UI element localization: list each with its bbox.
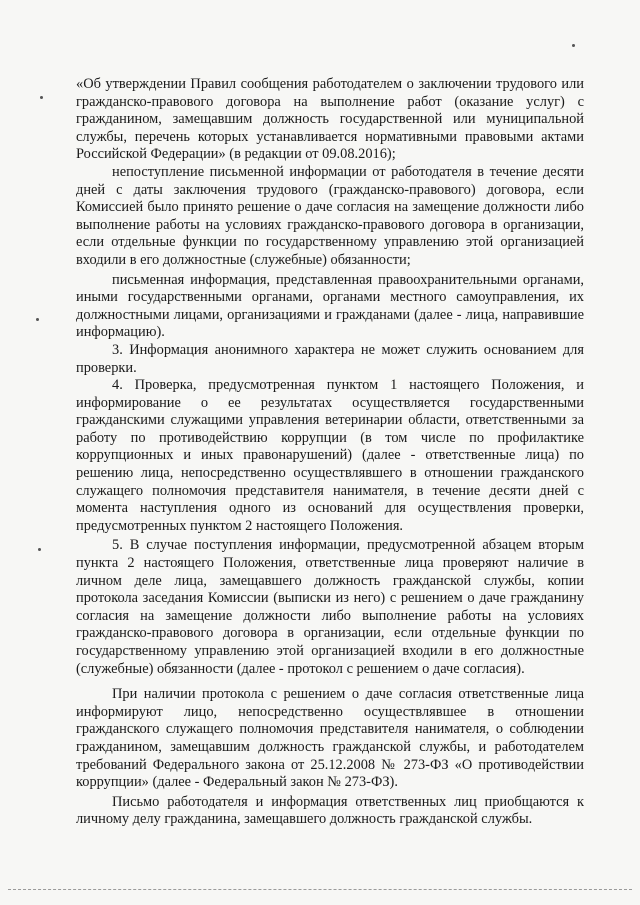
paragraph-written-info: письменная информация, представленная правоохранительными органами, иными государственными органами, органами местного самоуправления, их должностными лицами, организациями и гражданами (далее - лица, направившие информацию). <box>76 271 584 341</box>
paragraph-item-3: 3. Информация анонимного характера не может служить основанием для проверки. <box>76 341 584 376</box>
paragraph-decree-title: «Об утверждении Правил сообщения работодателем о заключении трудового или гражданско-правового договора на выполнение работ (оказание услуг) с гражданином, замещавшим должность государственной или муниципальной службы, перечень которых устанавливается нормативными правовыми актами Российской Федерации» (в редакции от 09.08.2016); <box>76 76 584 163</box>
paragraph-item-4: 4. Проверка, предусмотренная пунктом 1 настоящего Положения, и информирование о ее результатах осуществляется государственными гражданскими служащими управления ветеринарии области, ответственными за работу по противодействию коррупции (в том числе по профилактике коррупционных и иных правонарушений) (далее - ответственные лица) по решению лица, непосредственно осуществлявшего в отношении гражданского служащего полномочия представителя нанимателя, в течение десяти дней с момента наступления одного из оснований для осуществления проверки, предусмотренных пунктом 2 настоящего Положения. <box>76 377 584 534</box>
scan-speck <box>38 548 41 551</box>
paragraph-protocol-present: При наличии протокола с решением о даче согласия ответственные лица информируют лицо, непосредственно осуществлявшее в отношении гражданского служащего полномочия представителя нанимателя, о соблюдении гражданином, замещавшим должность гражданской службы, и работодателем требований Федерального закона от 25.12.2008 № 273-ФЗ «О противодействии коррупции» (далее - Федеральный закон № 273-ФЗ). <box>76 686 584 791</box>
scan-edge-line <box>8 889 632 890</box>
paragraph-item-5: 5. В случае поступления информации, предусмотренной абзацем вторым пункта 2 настоящего Положения, ответственные лица проверяют наличие в личном деле лица, замещавшего должность гражданской службы, копии протокола заседания Комиссии (выписки из него) с решением о даче гражданину согласия на замещение должности либо выполнение работы на условиях гражданско-правового договора в организации, если отдельные функции по государственному управлению этой организацией входили в его должностные (служебные) обязанности (далее - протокол с решением о даче согласия). <box>76 537 584 677</box>
paragraph-no-employer-info: непоступление письменной информации от работодателя в течение десяти дней с даты заключения трудового (гражданско-правового) договора, если Комиссией было принято решение о даче согласия на замещение должности либо выполнение работы на условиях гражданско-правового договора в организации, если отдельные функции по государственному управлению этой организацией входили в его должностные (служебные) обязанности; <box>76 163 584 268</box>
scan-speck <box>40 96 43 99</box>
scan-speck <box>572 44 575 47</box>
paragraph-employer-letter: Письмо работодателя и информация ответственных лиц приобщаются к личному делу гражданина, замещавшего должность гражданской службы. <box>76 793 584 828</box>
document-body <box>76 76 584 829</box>
scan-speck <box>36 318 39 321</box>
